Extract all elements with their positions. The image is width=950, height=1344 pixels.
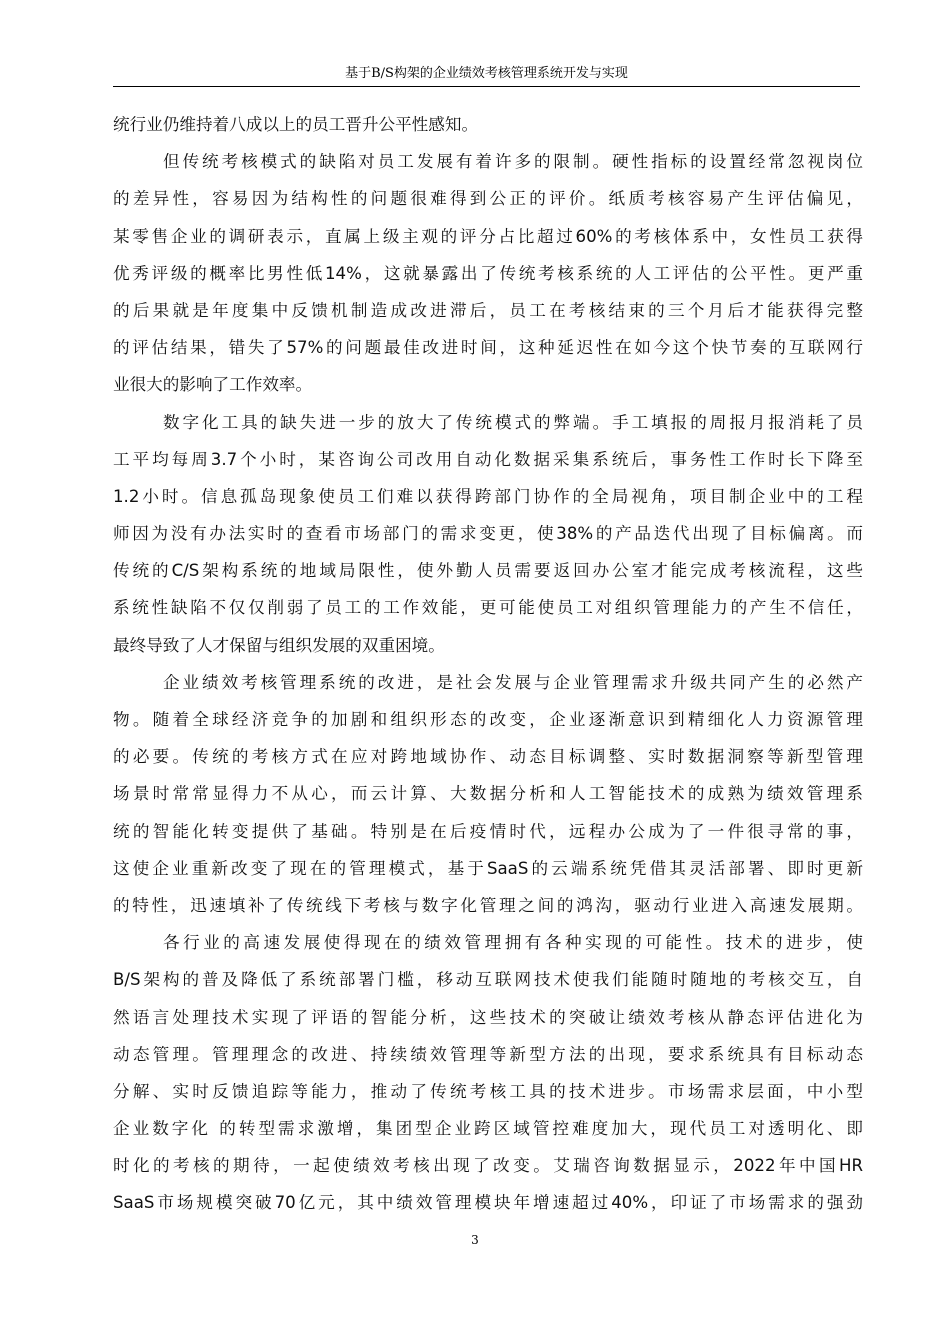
text-line: B/S架构的普及降低了系统部署门槛，移动互联网技术使我们能随时随地的考核交互，自	[113, 970, 863, 990]
text-line: 的必要。传统的考核方式在应对跨地域协作、动态目标调整、实时数据洞察等新型管理	[113, 747, 863, 767]
text-line: 的后果就是年度集中反馈机制造成改进滞后，员工在考核结束的三个月后才能获得完整	[113, 300, 863, 320]
text-line: 动态管理。管理理念的改进、持续绩效管理等新型方法的出现，要求系统具有目标动态	[113, 1044, 863, 1064]
text-line: 的评估结果，错失了57%的问题最佳改进时间，这种延迟性在如今这个快节奏的互联网行	[113, 338, 863, 358]
text-line: 的特性，迅速填补了传统线下考核与数字化管理之间的鸿沟，驱动行业进入高速发展期。	[113, 895, 863, 915]
text-line: 1.2小时。信息孤岛现象使员工们难以获得跨部门协作的全局视角，项目制企业中的工程	[113, 486, 863, 506]
paragraph-first-line: 数字化工具的缺失进一步的放大了传统模式的弊端。手工填报的周报月报消耗了员	[163, 412, 863, 432]
text-line: 的差异性，容易因为结构性的问题很难得到公正的评价。纸质考核容易产生评估偏见，	[113, 189, 863, 209]
paragraph-first-line: 各行业的高速发展使得现在的绩效管理拥有各种实现的可能性。技术的进步，使	[163, 933, 863, 953]
header-rule	[113, 86, 860, 87]
page-number: 3	[471, 1233, 479, 1247]
text-line: 企业数字化 的转型需求激增，集团型企业跨区域管控难度加大，现代员工对透明化、即	[113, 1119, 863, 1139]
text-line: 场景时常常显得力不从心，而云计算、大数据分析和人工智能技术的成熟为绩效管理系	[113, 784, 863, 804]
text-line: 分解、实时反馈追踪等能力，推动了传统考核工具的技术进步。市场需求层面，中小型	[113, 1081, 863, 1101]
text-line: 系统性缺陷不仅仅削弱了员工的工作效能，更可能使员工对组织管理能力的产生不信任，	[113, 598, 863, 618]
body-text	[113, 106, 863, 1222]
text-line: 师因为没有办法实时的查看市场部门的需求变更，使38%的产品迭代出现了目标偏离。而	[113, 524, 863, 544]
text-line: 业很大的影响了工作效率。	[113, 375, 313, 395]
running-header: 基于B/S构架的企业绩效考核管理系统开发与实现	[345, 66, 628, 81]
text-line: 统的智能化转变提供了基础。特别是在后疫情时代，远程办公成为了一件很寻常的事，	[113, 821, 863, 841]
text-line: 某零售企业的调研表示，直属上级主观的评分占比超过60%的考核体系中，女性员工获得	[113, 226, 863, 246]
text-line: 物。随着全球经济竞争的加剧和组织形态的改变，企业逐渐意识到精细化人力资源管理	[113, 710, 863, 729]
text-line: 这使企业重新改变了现在的管理模式，基于SaaS的云端系统凭借其灵活部署、即时更新	[113, 858, 863, 878]
paragraph-first-line: 企业绩效考核管理系统的改进，是社会发展与企业管理需求升级共同产生的必然产	[163, 672, 863, 692]
text-line: 统行业仍维持着八成以上的员工晋升公平性感知。	[113, 115, 479, 134]
paragraph-first-line: 但传统考核模式的缺陷对员工发展有着许多的限制。硬性指标的设置经常忽视岗位	[163, 152, 863, 172]
text-line: 然语言处理技术实现了评语的智能分析，这些技术的突破让绩效考核从静态评估进化为	[113, 1007, 863, 1027]
text-line: 传统的C/S架构系统的地域局限性，使外勤人员需要返回办公室才能完成考核流程，这些	[113, 561, 863, 581]
text-line: 最终导致了人才保留与组织发展的双重困境。	[113, 635, 445, 655]
text-line: 时化的考核的期待，一起使绩效考核出现了改变。艾瑞咨询数据显示，2022年中国HR	[113, 1156, 863, 1176]
text-line: 优秀评级的概率比男性低14%，这就暴露出了传统考核系统的人工评估的公平性。更严重	[113, 263, 863, 283]
text-line: SaaS市场规模突破70亿元，其中绩效管理模块年增速超过40%，印证了市场需求的强劲	[113, 1193, 863, 1213]
text-line: 工平均每周3.7个小时，某咨询公司改用自动化数据采集系统后，事务性工作时长下降至	[113, 449, 863, 469]
